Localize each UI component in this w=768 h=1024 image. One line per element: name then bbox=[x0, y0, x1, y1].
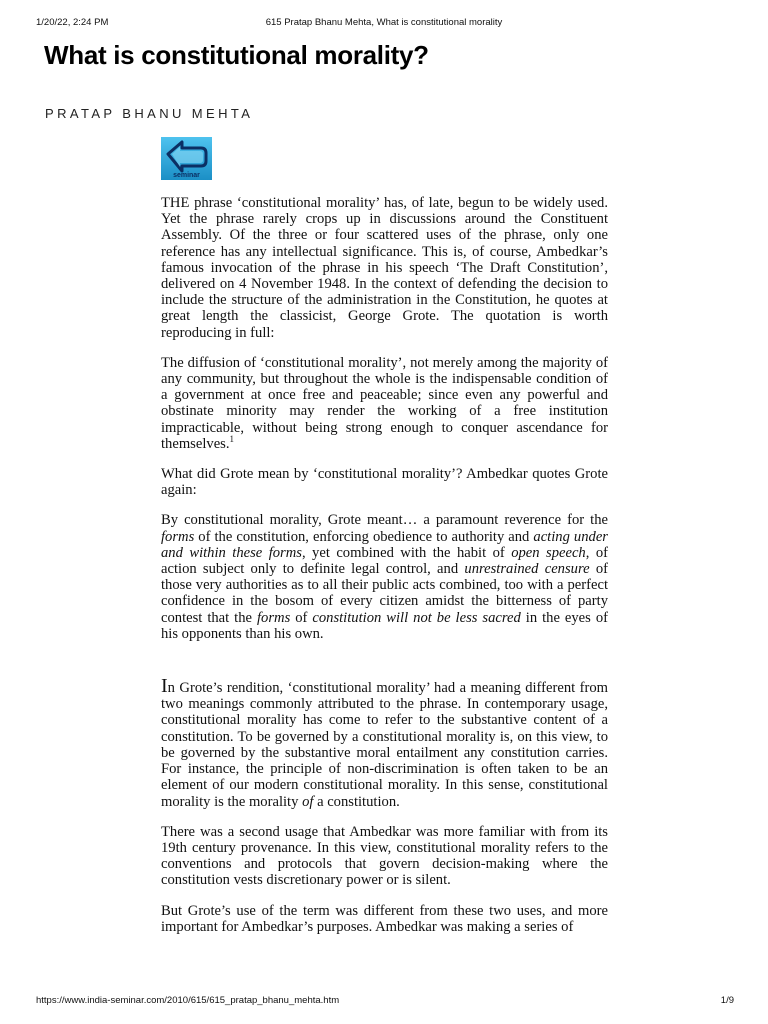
text-run: of bbox=[290, 609, 313, 626]
italic-run: forms bbox=[257, 609, 291, 626]
italic-run: forms bbox=[161, 528, 195, 545]
italic-run: acting under and within these forms bbox=[161, 528, 608, 561]
paragraph-1: THE phrase ‘constitutional morality’ has, of late, begun to be widely used. Yet the phrase rarely crops up in discussions around the Constituent Assembly. Of the three or four scattered uses of the phrase, only one reference has any intellectual significance. This is, of course, Ambedkar’s famous invocation of the phrase in his speech ‘The Draft Constitution’, delivered on 4 November 1948. In the context of defending the decision to include the structure of the administration in the Constitution, he quotes at great length the classicist, George Grote. The quotation is worth reproducing in full: bbox=[161, 195, 608, 341]
text-run: n Grote’s rendition, ‘constitutional morality’ had a meaning different from two meanings commonly attributed to the phrase. In contemporary usage, constitutional morality has come to refer to the substantive content of a constitution. To be governed by a constitutional morality is, on this view, to be governed by the substantive moral entailment any constitution carries. For instance, the principle of non-discrimination is often taken to be an element of our modern constitutional morality. In this sense, constitutional morality is the morality bbox=[161, 680, 608, 810]
print-page-title: 615 Pratap Bhanu Mehta, What is constitutional morality bbox=[265, 17, 503, 28]
page-url[interactable]: https://www.india-seminar.com/2010/615/615_pratap_bhanu_mehta.htm bbox=[36, 995, 340, 1006]
print-datetime: 1/20/22, 2:24 PM bbox=[36, 17, 109, 28]
seminar-logo-graphic bbox=[161, 137, 212, 180]
text-run: of the constitution, enforcing obedience to authority and bbox=[194, 528, 534, 545]
quote-paragraph-2 bbox=[161, 512, 608, 642]
italic-run: unrestrained censure bbox=[464, 561, 590, 578]
page-number: 1/9 bbox=[720, 995, 734, 1006]
italic-run: of bbox=[302, 793, 314, 810]
text-run: a constitution. bbox=[313, 793, 400, 810]
paragraph-5 bbox=[161, 675, 608, 810]
footnote-ref[interactable]: 1 bbox=[229, 433, 234, 444]
logo-label: seminar bbox=[173, 172, 200, 179]
seminar-back-icon[interactable] bbox=[161, 137, 212, 180]
text-run: By constitutional morality, Grote meant… a paramount reverence for the bbox=[161, 512, 608, 529]
text-run: , of action subject only to definite legal control, and bbox=[161, 544, 608, 578]
text-run: , yet combined with the habit of bbox=[301, 544, 512, 561]
paragraph-6: There was a second usage that Ambedkar was more familiar with from its 19th century provenance. In this view, constitutional morality refers to the conventions and protocols that govern decision-making where the constitution vests discretionary power or is silent. bbox=[161, 823, 608, 889]
paragraph-3: What did Grote mean by ‘constitutional morality’? Ambedkar quotes Grote again: bbox=[161, 466, 608, 499]
article-body bbox=[161, 195, 608, 949]
italic-run: constitution will not be less sacred bbox=[312, 609, 521, 626]
paragraph-7: But Grote’s use of the term was different from these two uses, and more important for Ambedkar’s purposes. Ambedkar was making a series of bbox=[161, 902, 608, 935]
drop-cap: I bbox=[161, 675, 168, 698]
quote-text: The diffusion of ‘constitutional morality’, not merely among the majority of any community, but throughout the whole is the indispensable condition of a government at once free and peaceable; since even any powerful and obstinate minority may render the working of a free institution impracticable, without being strong enough to conquer ascendance for themselves. bbox=[161, 354, 608, 452]
text-run: of those very authorities as to all their public acts combined, too with a perfect confidence in the bosom of every citizen amidst the bitterness of party contest that the bbox=[161, 561, 608, 626]
article-author: PRATAP BHANU MEHTA bbox=[45, 106, 254, 121]
quote-paragraph-1 bbox=[161, 355, 608, 452]
text-run: in the eyes of his opponents than his own. bbox=[161, 609, 608, 642]
italic-run: open speech bbox=[511, 544, 586, 561]
article-title: What is constitutional morality? bbox=[44, 40, 429, 70]
